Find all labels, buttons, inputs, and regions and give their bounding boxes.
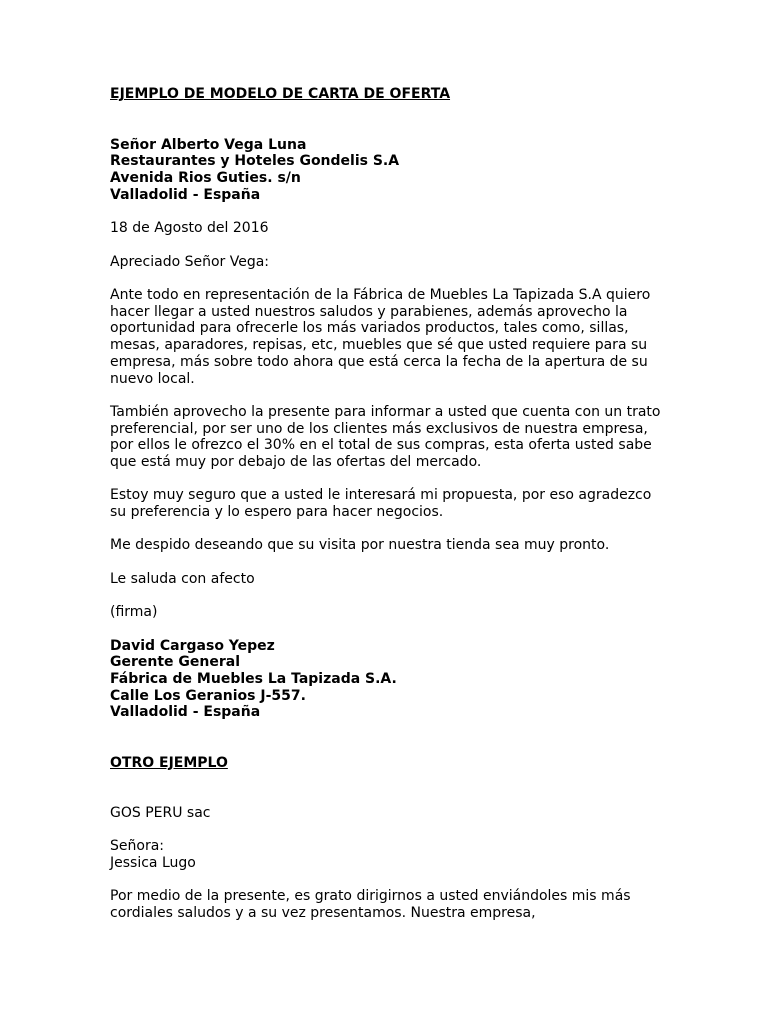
sender-name: David Cargaso Yepez (110, 637, 275, 654)
sender-city: Valladolid - España (110, 704, 261, 721)
sender-block (110, 638, 670, 722)
signature-placeholder: (firma) (110, 604, 158, 621)
recipient-street: Avenida Rios Guties. s/n (110, 170, 301, 187)
second-example-title: OTRO EJEMPLO (110, 754, 228, 771)
letter-date: 18 de Agosto del 2016 (110, 220, 269, 237)
body-paragraph: Ante todo en representación de la Fábrica de Muebles La Tapizada S.A quiero hacer llegar a usted nuestros saludos y parabienes, además aprovecho la oportunidad para ofrecerle los más variados productos, tales como, sillas, mesas, aparadores, repisas, etc, muebles que sé que usted requiere para su empresa, más sobre todo ahora que está cerca la fecha de la apertura de su nuevo local. (110, 286, 651, 387)
second-example-recipient: Jessica Lugo (110, 854, 196, 871)
body-paragraph: Estoy muy seguro que a usted le interesará mi propuesta, por eso agradezco su preferencia y lo espero para hacer negocios. (110, 487, 652, 521)
second-example-paragraph: Por medio de la presente, es grato dirigirnos a usted enviándoles mis más cordiales saludos y a su vez presentamos. Nuestra empresa, (110, 888, 631, 921)
letter-title: EJEMPLO DE MODELO DE CARTA DE OFERTA (110, 86, 451, 102)
document-page (110, 86, 670, 922)
sender-street: Calle Los Geranios J-557. (110, 687, 306, 704)
sender-position: Gerente General (110, 654, 241, 671)
recipient-name: Señor Alberto Vega Luna (110, 136, 307, 153)
recipient-city: Valladolid - España (110, 186, 261, 203)
body-paragraph: Me despido deseando que su visita por nuestra tienda sea muy pronto. (110, 537, 610, 554)
sender-company: Fábrica de Muebles La Tapizada S.A. (110, 671, 397, 688)
recipient-address (110, 137, 670, 204)
letter-salutation: Apreciado Señor Vega: (110, 253, 270, 270)
second-example-company: GOS PERU sac (110, 804, 211, 821)
second-example-salutation: Señora: (110, 838, 164, 855)
recipient-company: Restaurantes y Hoteles Gondelis S.A (110, 153, 400, 170)
body-paragraph: También aprovecho la presente para informar a usted que cuenta con un trato preferencial, por ser uno de los clientes más exclusivos de nuestra empresa, por ellos le ofrezco el 30% en el total de sus compras, esta oferta usted sabe que está muy por debajo de las ofertas del mercado. (110, 403, 661, 470)
letter-closing: Le saluda con afecto (110, 570, 255, 587)
